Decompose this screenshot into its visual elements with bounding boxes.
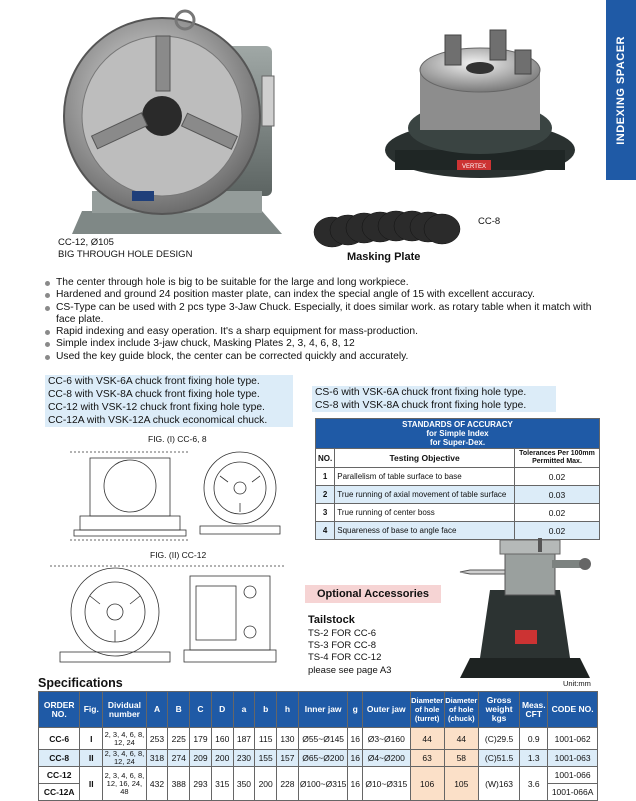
table-row (316, 504, 600, 522)
feature-item: The center through hole is big to be suitable for the large and long workpiece. (44, 277, 604, 289)
dim-b: 155 (255, 750, 277, 767)
col-dividual: Dividual number (103, 692, 146, 728)
fig-no: II (80, 750, 103, 767)
accuracy-title-line: STANDARDS OF ACCURACY (402, 420, 513, 429)
tailstock-item: TS-4 FOR CC-12 (308, 652, 382, 664)
table-row (39, 750, 598, 767)
dia-chuck: 105 (444, 767, 478, 801)
cc-fixing-line: CC-12 with VSK-12 chuck front fixing hole type. (48, 402, 265, 413)
order-no-alt: CC-12A (39, 784, 80, 801)
tailstock-title: Tailstock (308, 614, 355, 626)
col-meas: Meas. CFT (520, 692, 548, 728)
row-no: 1 (316, 468, 335, 486)
dim-a: 350 (233, 767, 255, 801)
table-row (39, 767, 598, 784)
inner-jaw: Ø55~Ø145 (298, 728, 348, 750)
dim-h: 228 (277, 767, 299, 801)
code-no: 1001-062 (548, 728, 598, 750)
gross-weight: (W)163 (478, 767, 519, 801)
col-inner-jaw: Inner jaw (298, 692, 348, 728)
cc-fixing-notes (45, 375, 293, 427)
dia-turret: 106 (410, 767, 444, 801)
dim-D: 160 (211, 728, 233, 750)
row-objective: Squareness of base to angle face (335, 522, 515, 540)
meas: 1.3 (520, 750, 548, 767)
col-a: a (233, 692, 255, 728)
left-photo-model: CC-12, Ø105 (58, 237, 114, 248)
col-C: C (190, 692, 212, 728)
cc-fixing-line: CC-12A with VSK-12A chuck economical chuck. (48, 415, 268, 426)
cc-fixing-line: CC-8 with VSK-8A chuck front fixing hole type. (48, 389, 260, 400)
cc8-photo (365, 10, 585, 190)
indexing-spacer-photo (52, 6, 292, 238)
figure-1-drawing (70, 446, 295, 544)
col-B: B (168, 692, 190, 728)
col-A: A (146, 692, 168, 728)
dim-B: 225 (168, 728, 190, 750)
cs-fixing-notes (312, 386, 556, 412)
meas: 0.9 (520, 728, 548, 750)
dim-b: 200 (255, 767, 277, 801)
dim-a: 187 (233, 728, 255, 750)
dim-D: 315 (211, 767, 233, 801)
row-tolerance: 0.02 (515, 504, 600, 522)
row-tolerance: 0.03 (515, 486, 600, 504)
order-no: CC-8 (39, 750, 80, 767)
dim-A: 318 (146, 750, 168, 767)
masking-plates-photo (312, 208, 462, 252)
dividual-number: 2, 3, 4, 6, 8, 12, 24 (103, 728, 146, 750)
dim-B: 274 (168, 750, 190, 767)
specifications-table (38, 691, 598, 801)
specifications-title: Specifications (38, 676, 123, 690)
dim-b: 115 (255, 728, 277, 750)
inner-jaw: Ø100~Ø315 (298, 767, 348, 801)
masking-plate-label: Masking Plate (347, 251, 421, 263)
meas: 3.6 (520, 767, 548, 801)
cs-fixing-line: CS-6 with VSK-6A chuck front fixing hole type. (315, 387, 527, 398)
col-no: NO. (316, 449, 335, 468)
dividual-number: 2, 3, 4, 6, 8, 12, 24 (104, 749, 145, 766)
dividual-number: 2, 3, 4, 6, 8, 12, 16, 24, 48 (103, 767, 146, 801)
tailstock-item: TS-2 FOR CC-6 (308, 628, 377, 639)
order-no: CC-6 (39, 728, 80, 750)
tailstock-photo (450, 530, 600, 680)
section-tab-label: INDEXING SPACER (615, 35, 627, 145)
fig-no: I (80, 728, 103, 750)
row-no: 2 (316, 486, 335, 504)
dia-chuck: 58 (444, 750, 478, 767)
left-photo-caption (58, 237, 192, 261)
cs-fixing-line: CS-8 with VSK-8A chuck front fixing hole type. (315, 400, 527, 411)
optional-accessories-title: Optional Accessories (305, 585, 441, 603)
inner-jaw: Ø65~Ø200 (298, 750, 348, 767)
dim-a: 230 (233, 750, 255, 767)
feature-list (44, 277, 604, 363)
col-fig: Fig. (80, 692, 103, 728)
left-photo-description: BIG THROUGH HOLE DESIGN (58, 249, 193, 260)
fig-no: II (80, 767, 103, 801)
feature-item: Used the key guide block, the center can be corrected quickly and accurately. (44, 351, 604, 363)
tailstock-list (308, 628, 391, 677)
row-no: 4 (316, 522, 335, 540)
col-gross-weight: Gross weight kgs (478, 692, 519, 728)
gross-weight: (C)51.5 (478, 750, 519, 767)
dim-A: 253 (146, 728, 168, 750)
gross-weight: (C)29.5 (478, 728, 519, 750)
row-tolerance: 0.02 (515, 522, 600, 540)
dim-g: 16 (348, 728, 362, 750)
col-code-no: CODE NO. (548, 692, 598, 728)
col-outer-jaw: Outer jaw (362, 692, 410, 728)
feature-item: Hardened and ground 24 position master plate, can index the special angle of 15 with excellent accuracy. (44, 289, 604, 301)
dia-chuck: 44 (444, 728, 478, 750)
dim-g: 16 (348, 767, 362, 801)
col-b: b (255, 692, 277, 728)
tailstock-item: please see page A3 (308, 664, 392, 676)
figure-2-drawing (40, 562, 295, 670)
dim-g: 16 (348, 750, 362, 767)
dim-B: 388 (168, 767, 190, 801)
col-D: D (211, 692, 233, 728)
code-no-alt: 1001-066A (548, 784, 598, 801)
col-dia-turret: Diameter of hole (turret) (410, 692, 444, 728)
col-g: g (348, 692, 362, 728)
accuracy-standards-title (316, 419, 600, 449)
dia-turret: 44 (410, 728, 444, 750)
outer-jaw: Ø4~Ø200 (362, 750, 410, 767)
dim-h: 130 (277, 728, 299, 750)
accuracy-title-line: for Super-Dex. (429, 438, 486, 447)
figure-2-label: FIG. (II) CC-12 (150, 550, 207, 560)
col-order-no: ORDER NO. (39, 692, 80, 728)
dim-C: 179 (190, 728, 212, 750)
row-no: 3 (316, 504, 335, 522)
accuracy-standards-table (315, 418, 600, 540)
row-objective: True running of center boss (335, 504, 515, 522)
col-h: h (277, 692, 299, 728)
col-dia-chuck: Diameter of hole (chuck) (444, 692, 478, 728)
accuracy-title-line: for Simple Index (426, 429, 489, 438)
row-objective: True running of axial movement of table surface (335, 486, 515, 504)
col-objective: Testing Objective (335, 449, 515, 468)
code-no: 1001-063 (548, 750, 598, 767)
table-row (39, 728, 598, 750)
section-tab (606, 0, 636, 180)
unit-label: Unit:mm (563, 679, 591, 688)
dim-C: 209 (190, 750, 212, 767)
dim-C: 293 (190, 767, 212, 801)
order-no: CC-12 (39, 767, 80, 784)
cc8-caption: CC-8 (478, 216, 501, 227)
outer-jaw: Ø3~Ø160 (362, 728, 410, 750)
cc-fixing-line: CC-6 with VSK-6A chuck front fixing hole type. (48, 376, 260, 387)
row-objective: Parallelism of table surface to base (335, 468, 515, 486)
dim-h: 157 (277, 750, 299, 767)
tailstock-item: TS-3 FOR CC-8 (308, 640, 377, 652)
dia-turret: 63 (410, 750, 444, 767)
outer-jaw: Ø10~Ø315 (362, 767, 410, 801)
feature-item: Rapid indexing and easy operation. It's a sharp equipment for mass-production. (44, 326, 604, 338)
feature-item: CS-Type can be used with 2 pcs type 3-Jaw Chuck. Especially, it does similar work. as rotary table when it match with face plate. (44, 302, 604, 327)
row-tolerance: 0.02 (515, 468, 600, 486)
table-row (316, 486, 600, 504)
col-tolerance-line: Permitted Max. (532, 458, 582, 465)
dim-D: 200 (211, 750, 233, 767)
table-row (316, 468, 600, 486)
dim-A: 432 (146, 767, 168, 801)
col-tolerance-line: Tolerances Per 100mm (519, 450, 595, 457)
figure-1-label: FIG. (I) CC-6, 8 (148, 434, 207, 444)
feature-item: Simple index include 3-jaw chuck, Masking Plates 2, 3, 4, 6, 8, 12 (44, 338, 604, 350)
col-tolerance (515, 449, 600, 468)
vertex-label: VERTEX (462, 164, 486, 170)
code-no: 1001-066 (548, 767, 598, 784)
